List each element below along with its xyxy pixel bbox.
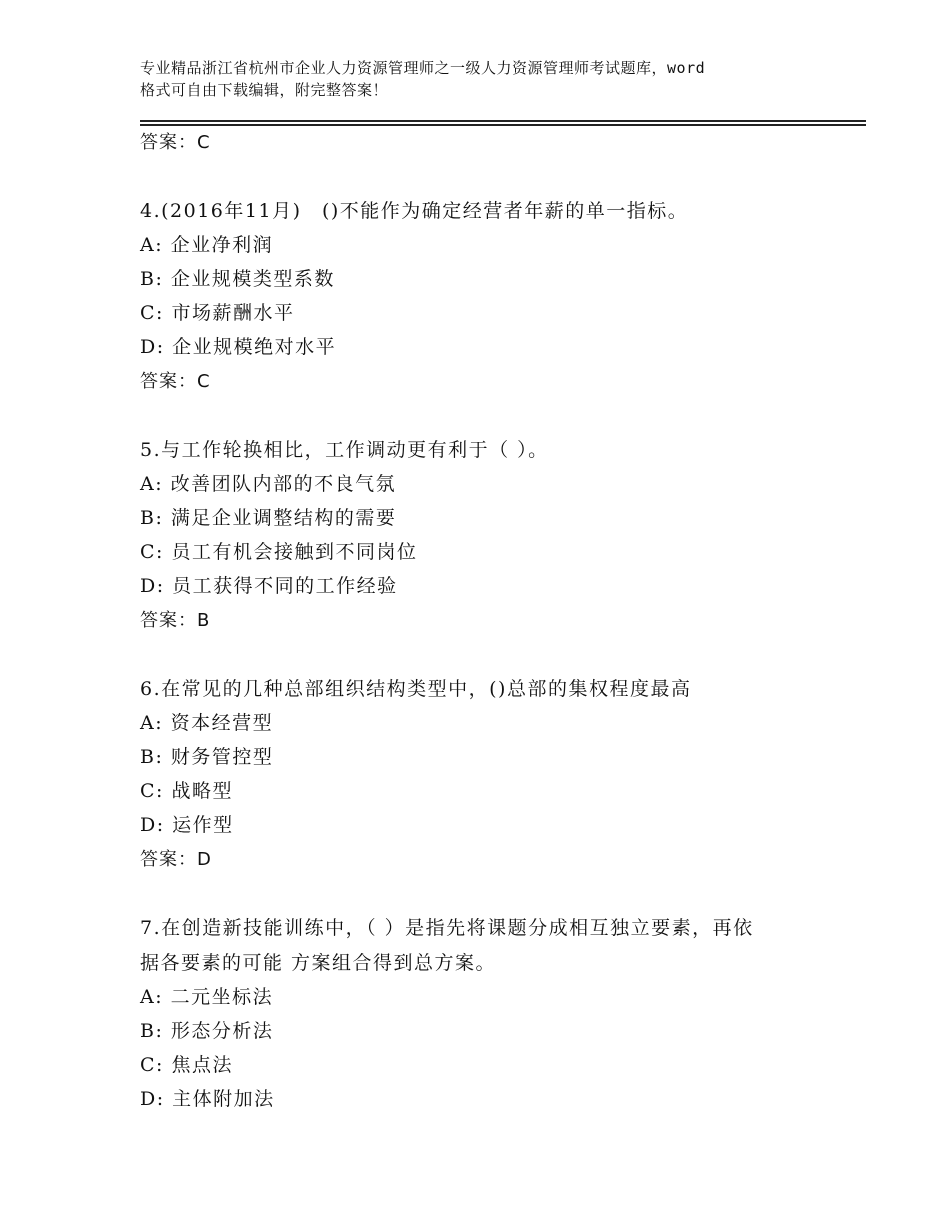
answer-q3: 答案：C bbox=[140, 132, 211, 153]
question-5-option-c: C: 员工有机会接触到不同岗位 bbox=[140, 541, 418, 563]
header-line-2: 格式可自由下载编辑，附完整答案！ bbox=[140, 81, 389, 99]
question-4-option-a: A: 企业净利润 bbox=[140, 234, 274, 256]
question-4-stem: 4.(2016年11月) ()不能作为确定经营者年薪的单一指标。 bbox=[140, 200, 689, 222]
question-5-answer: 答案：B bbox=[140, 610, 211, 631]
question-6-option-c: C: 战略型 bbox=[140, 780, 233, 802]
header-rule-bottom bbox=[140, 124, 866, 126]
question-7-stem-line-1: 7.在创造新技能训练中，（ ）是指先将课题分成相互独立要素，再依 bbox=[140, 917, 754, 939]
question-4-option-d: D: 企业规模绝对水平 bbox=[140, 336, 337, 358]
document-header bbox=[140, 57, 830, 101]
question-4-answer: 答案：C bbox=[140, 371, 211, 392]
question-6-option-d: D: 运作型 bbox=[140, 814, 234, 836]
question-7-option-c: C: 焦点法 bbox=[140, 1054, 233, 1076]
question-4-option-c: C: 市场薪酬水平 bbox=[140, 302, 295, 324]
question-5-option-b: B: 满足企业调整结构的需要 bbox=[140, 507, 397, 529]
question-5-option-d: D: 员工获得不同的工作经验 bbox=[140, 575, 398, 597]
question-6-answer: 答案：D bbox=[140, 849, 212, 870]
question-7-stem-line-2: 据各要素的可能 方案组合得到总方案。 bbox=[140, 952, 497, 974]
question-7-option-b: B: 形态分析法 bbox=[140, 1020, 274, 1042]
question-5-option-a: A: 改善团队内部的不良气氛 bbox=[140, 473, 397, 495]
question-7-option-a: A: 二元坐标法 bbox=[140, 986, 274, 1008]
header-rule-top bbox=[140, 120, 866, 122]
question-4-option-b: B: 企业规模类型系数 bbox=[140, 268, 335, 290]
header-line-1: 专业精品浙江省杭州市企业人力资源管理师之一级人力资源管理师考试题库，word bbox=[140, 59, 706, 77]
question-6-option-a: A: 资本经营型 bbox=[140, 712, 274, 734]
question-6-option-b: B: 财务管控型 bbox=[140, 746, 274, 768]
question-7-option-d: D: 主体附加法 bbox=[140, 1088, 275, 1110]
question-6-stem: 6.在常见的几种总部组织结构类型中，()总部的集权程度最高 bbox=[140, 678, 692, 700]
question-5-stem: 5.与工作轮换相比，工作调动更有利于（ ）。 bbox=[140, 439, 549, 461]
